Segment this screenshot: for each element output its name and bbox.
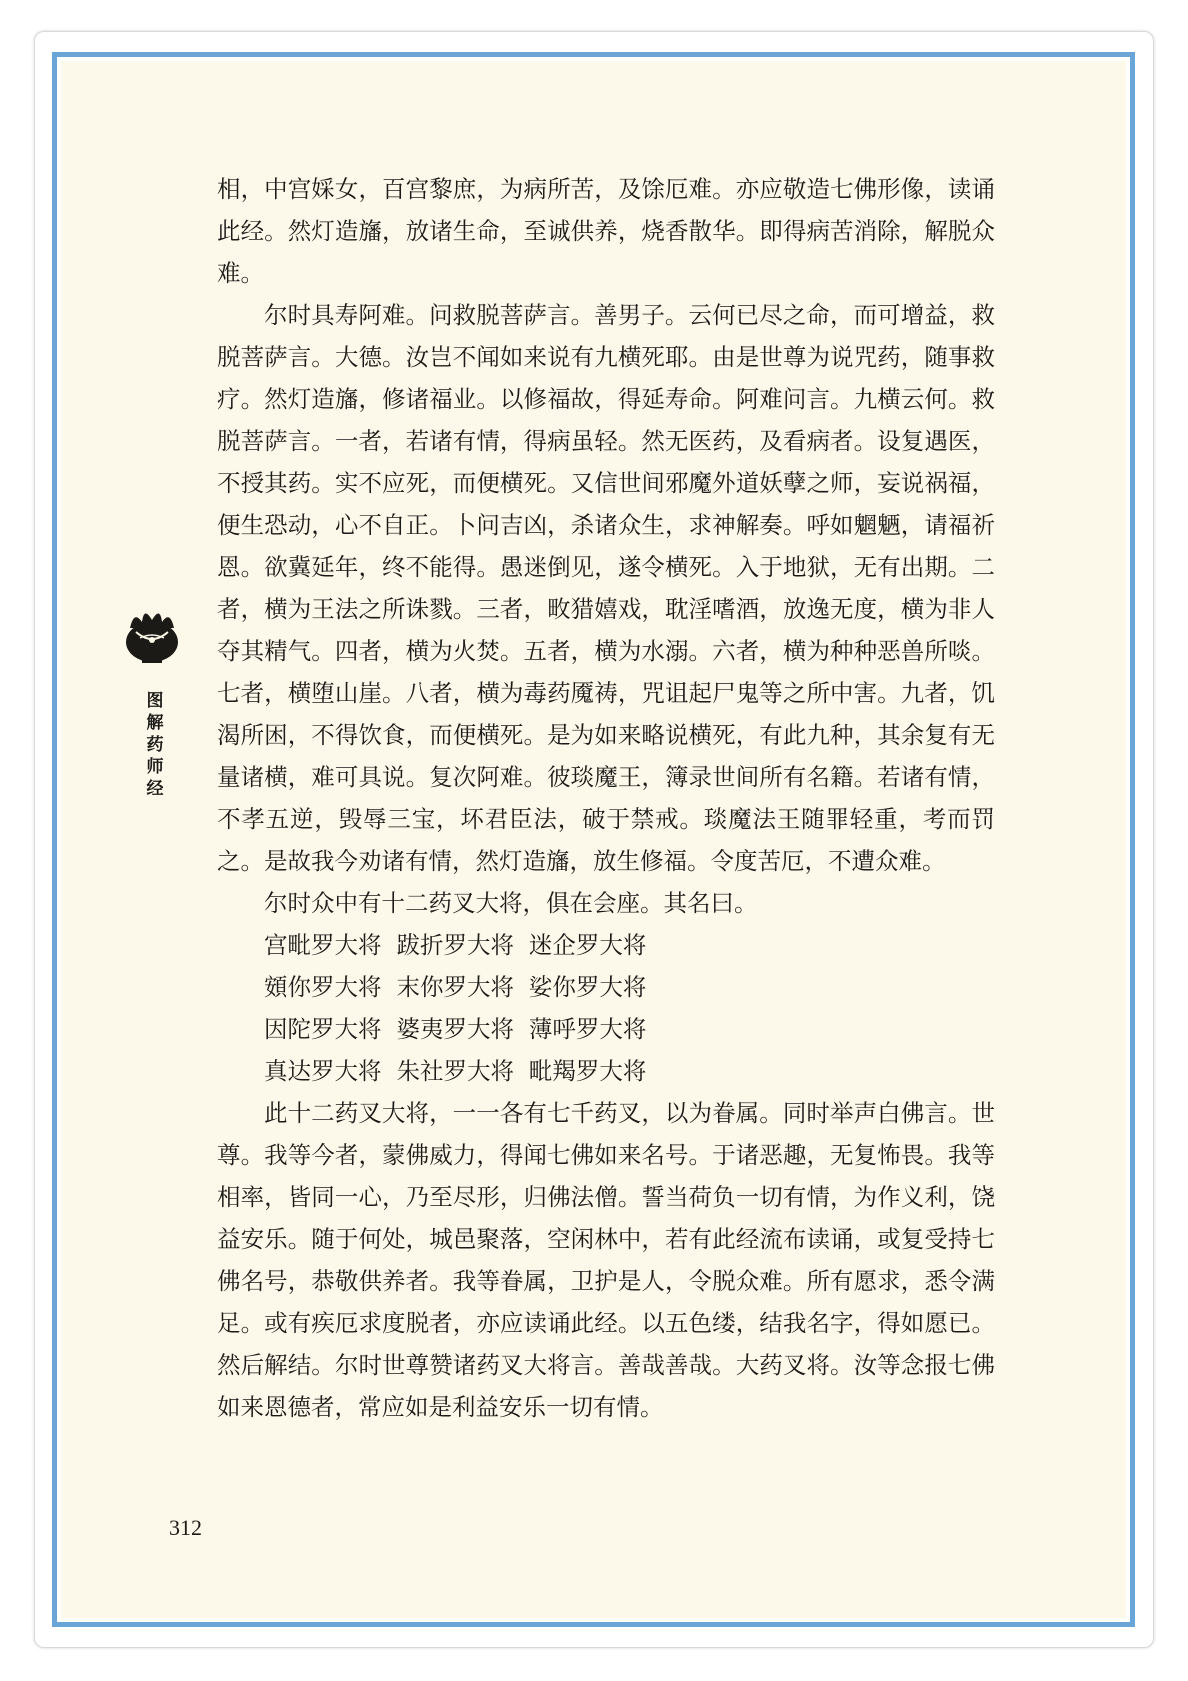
paragraph-2: 尔时具寿阿难。问救脱菩萨言。善男子。云何已尽之命，而可增益，救脱菩萨言。大德。汝岂不闻如来说有九横死耶。由是世尊为说咒药，随事救疗。然灯造旛，修诸福业。以修福故，得延寿命。阿难问言。九横云何。救脱菩萨言。一者，若诸有情，得病虽轻。然无医药，及看病者。设复遇医，不授其药。实不应死，而便横死。又信世间邪魔外道妖孽之师，妄说祸福，便生恐动，心不自正。卜问吉凶，杀诸众生，求神解奏。呼如魍魉，请福祈恩。欲冀延年，终不能得。愚迷倒见，遂令横死。入于地狱，无有出期。二者，横为王法之所诛戮。三者，畋猎嬉戏，耽淫嗜酒，放逸无度，横为非人夺其精气。四者，横为火焚。五者，横为水溺。六者，横为种种恶兽所啖。七者，横堕山崖。八者，横为毒药魇祷，咒诅起尸鬼等之所中害。九者，饥渴所困，不得饮食，而便横死。是为如来略说横死，有此九种，其余复有无量诸横，难可具说。复次阿难。彼琰魔王，簿录世间所有名籍。若诸有情，不孝五逆，毁辱三宝，坏君臣法，破于禁戒。琰魔法王随罪轻重，考而罚之。是故我今劝诸有情，然灯造旛，放生修福。令度苦厄，不遭众难。 bbox=[217, 301, 995, 875]
side-title-char: 师 bbox=[146, 757, 164, 777]
general-name: 末你罗大将 bbox=[396, 973, 514, 1001]
general-name: 婆夷罗大将 bbox=[396, 1015, 514, 1043]
closing-paragraph: 此十二药叉大将，一一各有七千药叉，以为眷属。同时举声白佛言。世尊。我等今者，蒙佛威力，得闻七佛如来名号。于诸恶趣，无复怖畏。我等相率，皆同一心，乃至尽形，归佛法僧。誓当荷负一切有情，为作义利，饶益安乐。随于何处，城邑聚落，空闲林中，若有此经流布读诵，或复受持七佛名号，恭敬供养者。我等眷属，卫护是人，令脱众难。所有愿求，悉令满足。或有疾厄求度脱者，亦应读诵此经。以五色缕，结我名字，得如愿已。然后解结。尔时世尊赞诸药叉大将言。善哉善哉。大药叉将。汝等念报七佛如来恩德者，常应如是利益安乐一切有情。 bbox=[217, 1099, 995, 1421]
page-number: 312 bbox=[169, 1515, 202, 1540]
side-title-char: 药 bbox=[146, 735, 164, 755]
general-name: 跋折罗大将 bbox=[396, 931, 514, 959]
names-row-3 bbox=[217, 1008, 995, 1050]
paragraph-3: 尔时众中有十二药叉大将，俱在会座。其名曰。 bbox=[264, 889, 758, 917]
paragraph-1: 相，中宫婇女，百宫黎庶，为病所苦，及馀厄难。亦应敬造七佛形像，读诵此经。然灯造旛，放诸生命，至诚供养，烧香散华。即得病苦消除，解脱众难。 bbox=[217, 175, 995, 287]
general-name: 真达罗大将 bbox=[264, 1057, 382, 1085]
side-book-title bbox=[144, 690, 166, 800]
lotus-bowl-icon bbox=[124, 602, 180, 664]
names-row-2 bbox=[217, 966, 995, 1008]
main-text bbox=[217, 168, 995, 1428]
side-title-char: 图 bbox=[146, 691, 164, 711]
general-name: 頞你罗大将 bbox=[264, 973, 382, 1001]
side-title-char: 解 bbox=[146, 713, 164, 733]
side-title-char: 经 bbox=[146, 779, 164, 799]
general-name: 因陀罗大将 bbox=[264, 1015, 382, 1043]
general-name: 宫毗罗大将 bbox=[264, 931, 382, 959]
general-name: 迷企罗大将 bbox=[528, 931, 647, 959]
general-name: 朱社罗大将 bbox=[396, 1057, 514, 1085]
names-row-1 bbox=[217, 924, 995, 966]
general-name: 娑你罗大将 bbox=[528, 973, 647, 1001]
general-name: 毗羯罗大将 bbox=[528, 1057, 647, 1085]
general-name: 薄呼罗大将 bbox=[528, 1015, 647, 1043]
names-row-4 bbox=[217, 1050, 995, 1092]
